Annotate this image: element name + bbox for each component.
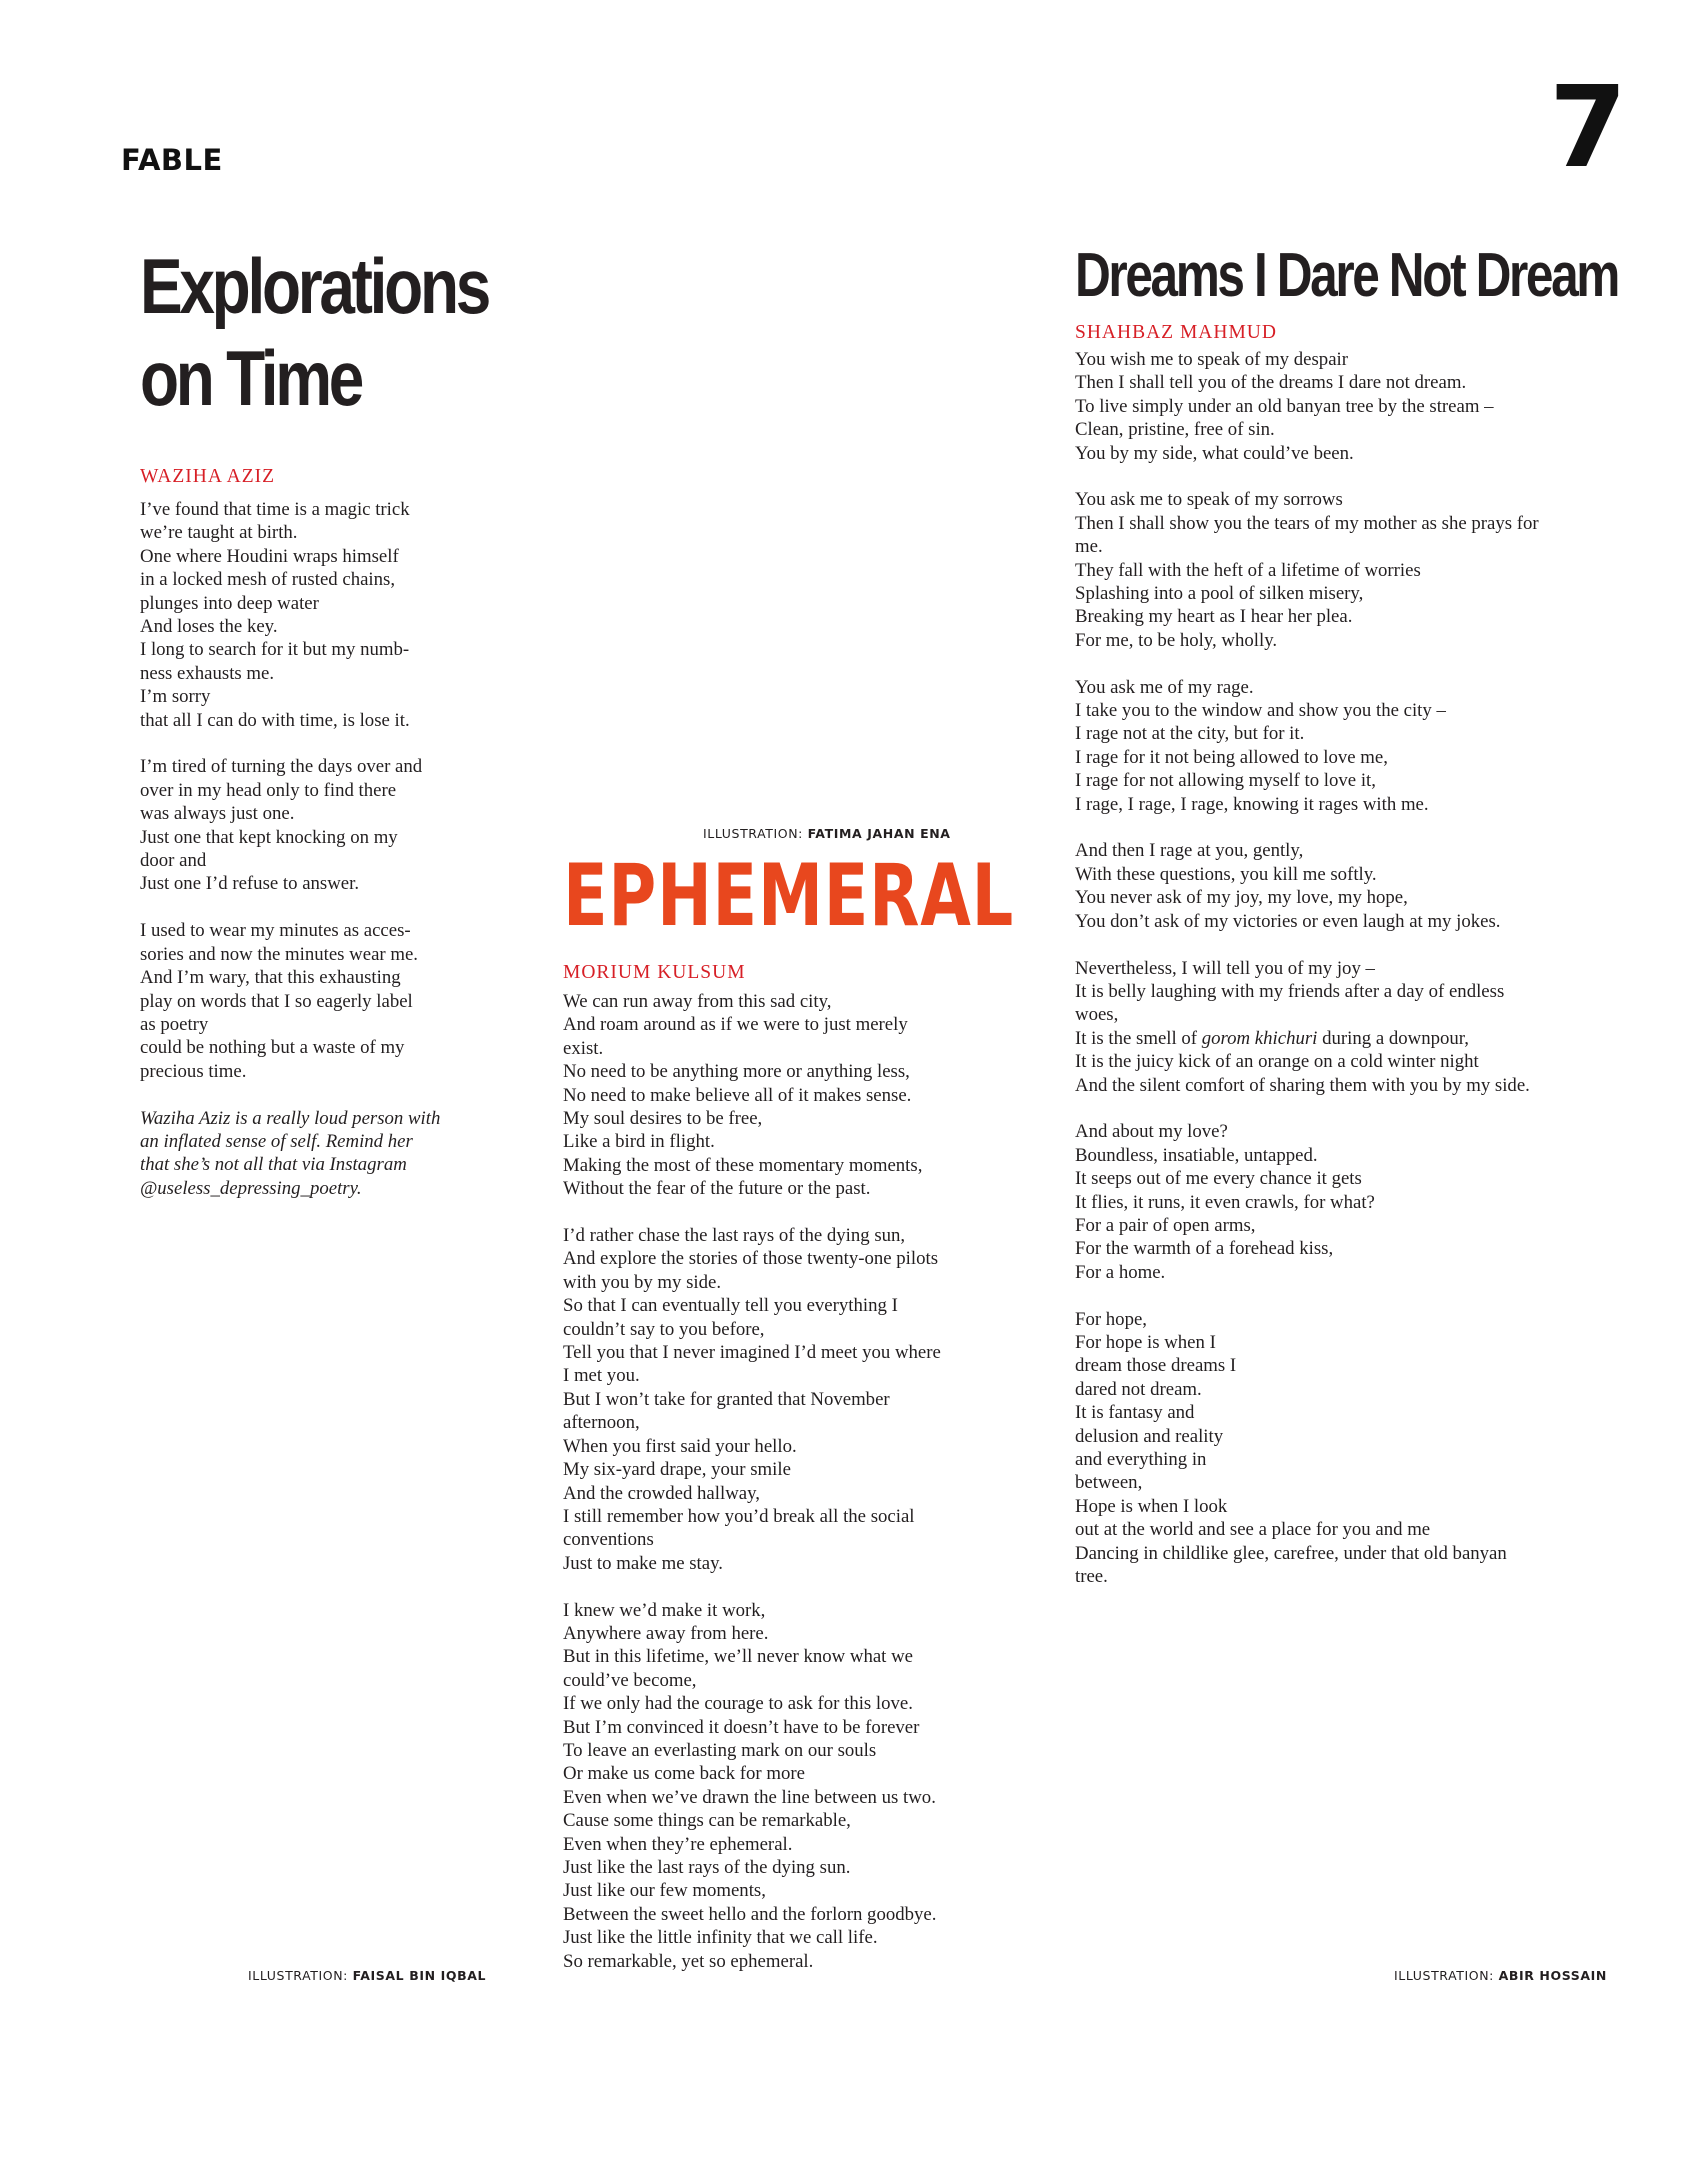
poem-explorations-on-time	[140, 240, 489, 1200]
credit-name: FATIMA JAHAN ENA	[807, 826, 951, 841]
poem-author: MORIUM KULSUM	[563, 962, 746, 983]
text-fragment: It is the smell of	[1075, 1027, 1202, 1049]
stanza-line: woes,	[1075, 1004, 1119, 1026]
poem-body	[1075, 348, 1615, 1588]
stanza: I knew we’d make it work, Anywhere away from here. But in this lifetime, we’ll never know what we could’ve become, If we only had the courage to ask for this love. But I’m convinced it doesn’t have to be forever To leave an everlasting mark on our souls Or make us come back for more Even when we’ve drawn the line between us two. Cause some things can be remarkable, Even when they’re ephemeral. Just like the last rays of the dying sun. Just like our few moments, Between the sweet hello and the forlorn goodbye. Just like the little infinity that we call life. So remarkable, yet so ephemeral.	[563, 1599, 937, 1972]
poem-ephemeral	[563, 846, 1014, 1996]
poem-body	[563, 990, 983, 1973]
section-label: FABLE	[121, 143, 223, 177]
page-number: 7	[1549, 63, 1627, 193]
credit-name: ABIR HOSSAIN	[1498, 1968, 1607, 1983]
stanza-line	[1075, 1028, 1469, 1049]
stanza: I’ve found that time is a magic trick we’re taught at birth. One where Houdini wraps himself in a locked mesh of rusted chains, plunges into deep water And loses the key. I long to search for it but my numb- ness exhausts me. I’m sorry that all I can do with time, is lose it.	[140, 499, 410, 731]
stanza-line: It is the juicy kick of an orange on a cold winter night And the silent comfort of sharing them with you by my side.	[1075, 1051, 1530, 1096]
italic-term: gorom khichuri	[1201, 1027, 1318, 1049]
poem-dreams-i-dare-not-dream	[1075, 241, 1619, 1612]
poem-title: Dreams I Dare Not Dream	[1075, 241, 1619, 310]
stanza	[1075, 957, 1615, 1097]
stanza-line: It is belly laughing with my friends after a day of endless	[1075, 980, 1505, 1002]
poem-title-line-1: Explorations	[140, 242, 489, 330]
stanza: You ask me to speak of my sorrows Then I shall show you the tears of my mother as she prays for me. They fall with the heft of a lifetime of worries Splashing into a pool of silken misery, Breaking my heart as I hear her plea. For me, to be holy, wholly.	[1075, 489, 1539, 651]
stanza: You wish me to speak of my despair Then I shall tell you of the dreams I dare not dream. To live simply under an old banyan tree by the stream – Clean, pristine, free of sin. You by my side, what could’ve been.	[1075, 349, 1494, 464]
credit-label: ILLUSTRATION:	[1394, 1968, 1494, 1983]
illustration-credit	[703, 826, 951, 841]
stanza-line: Nevertheless, I will tell you of my joy –	[1075, 957, 1375, 979]
stanza: You ask me of my rage. I take you to the window and show you the city – I rage not at the city, but for it. I rage for it not being allowed to love me, I rage for not allowing myself to love it, I rage, I rage, I rage, knowing it rages with me.	[1075, 676, 1446, 815]
credit-label: ILLUSTRATION:	[248, 1968, 348, 1983]
credit-name: FAISAL BIN IQBAL	[352, 1968, 487, 1983]
stanza: I’d rather chase the last rays of the dying sun, And explore the stories of those twenty-one pilots with you by my side. So that I can eventually tell you everything I couldn’t say to you before, Tell you that I never imagined I’d meet you where I met you. But I won’t take for granted that November afternoon, When you first said your hello. My six-yard drape, your smile And the crowded hallway, I still remember how you’d break all the social conventions Just to make me stay.	[563, 1225, 941, 1574]
poem-title-line-2: on Time	[140, 334, 362, 422]
poem-author: SHAHBAZ MAHMUD	[1075, 322, 1277, 343]
illustration-credit	[1394, 1968, 1607, 1983]
stanza: And then I rage at you, gently, With these questions, you kill me softly. You never ask of my joy, my love, my hope, You don’t ask of my victories or even laugh at my jokes.	[1075, 840, 1501, 932]
stanza: We can run away from this sad city, And roam around as if we were to just merely exist. No need to be anything more or anything less, No need to make believe all of it makes sense. My soul desires to be free, Like a bird in flight. Making the most of these momentary moments, Without the fear of the future or the past.	[563, 991, 923, 1200]
stanza: For hope, For hope is when I dream those dreams I dared not dream. It is fantasy and delusion and reality and everything in between, Hope is when I look out at the world and see a place for you and me Dancing in childlike glee, carefree, under that old banyan tree.	[1075, 1308, 1507, 1588]
illustration-credit	[248, 1968, 486, 1983]
author-bio: Waziha Aziz is a really loud person with an inflated sense of self. Remind her that she’s not all that via Instagram @useless_depressing_poetry.	[140, 1107, 441, 1199]
poem-title	[140, 240, 489, 424]
stanza: I’m tired of turning the days over and over in my head only to find there was always just one. Just one that kept knocking on my door and Just one I’d refuse to answer.	[140, 756, 423, 895]
poem-author: WAZIHA AZIZ	[140, 466, 276, 487]
poem-title: EPHEMERAL	[563, 846, 1014, 946]
text-fragment: during a downpour,	[1317, 1027, 1469, 1049]
stanza: And about my love? Boundless, insatiable, untapped. It seeps out of me every chance it gets It flies, it runs, it even crawls, for what? For a pair of open arms, For the warmth of a forehead kiss, For a home.	[1075, 1121, 1375, 1283]
stanza: I used to wear my minutes as acces- sories and now the minutes wear me. And I’m wary, that this exhausting play on words that I so eagerly label as poetry could be nothing but a waste of my precious time.	[140, 920, 418, 1082]
credit-label: ILLUSTRATION:	[703, 826, 803, 841]
poem-body	[140, 498, 480, 1200]
